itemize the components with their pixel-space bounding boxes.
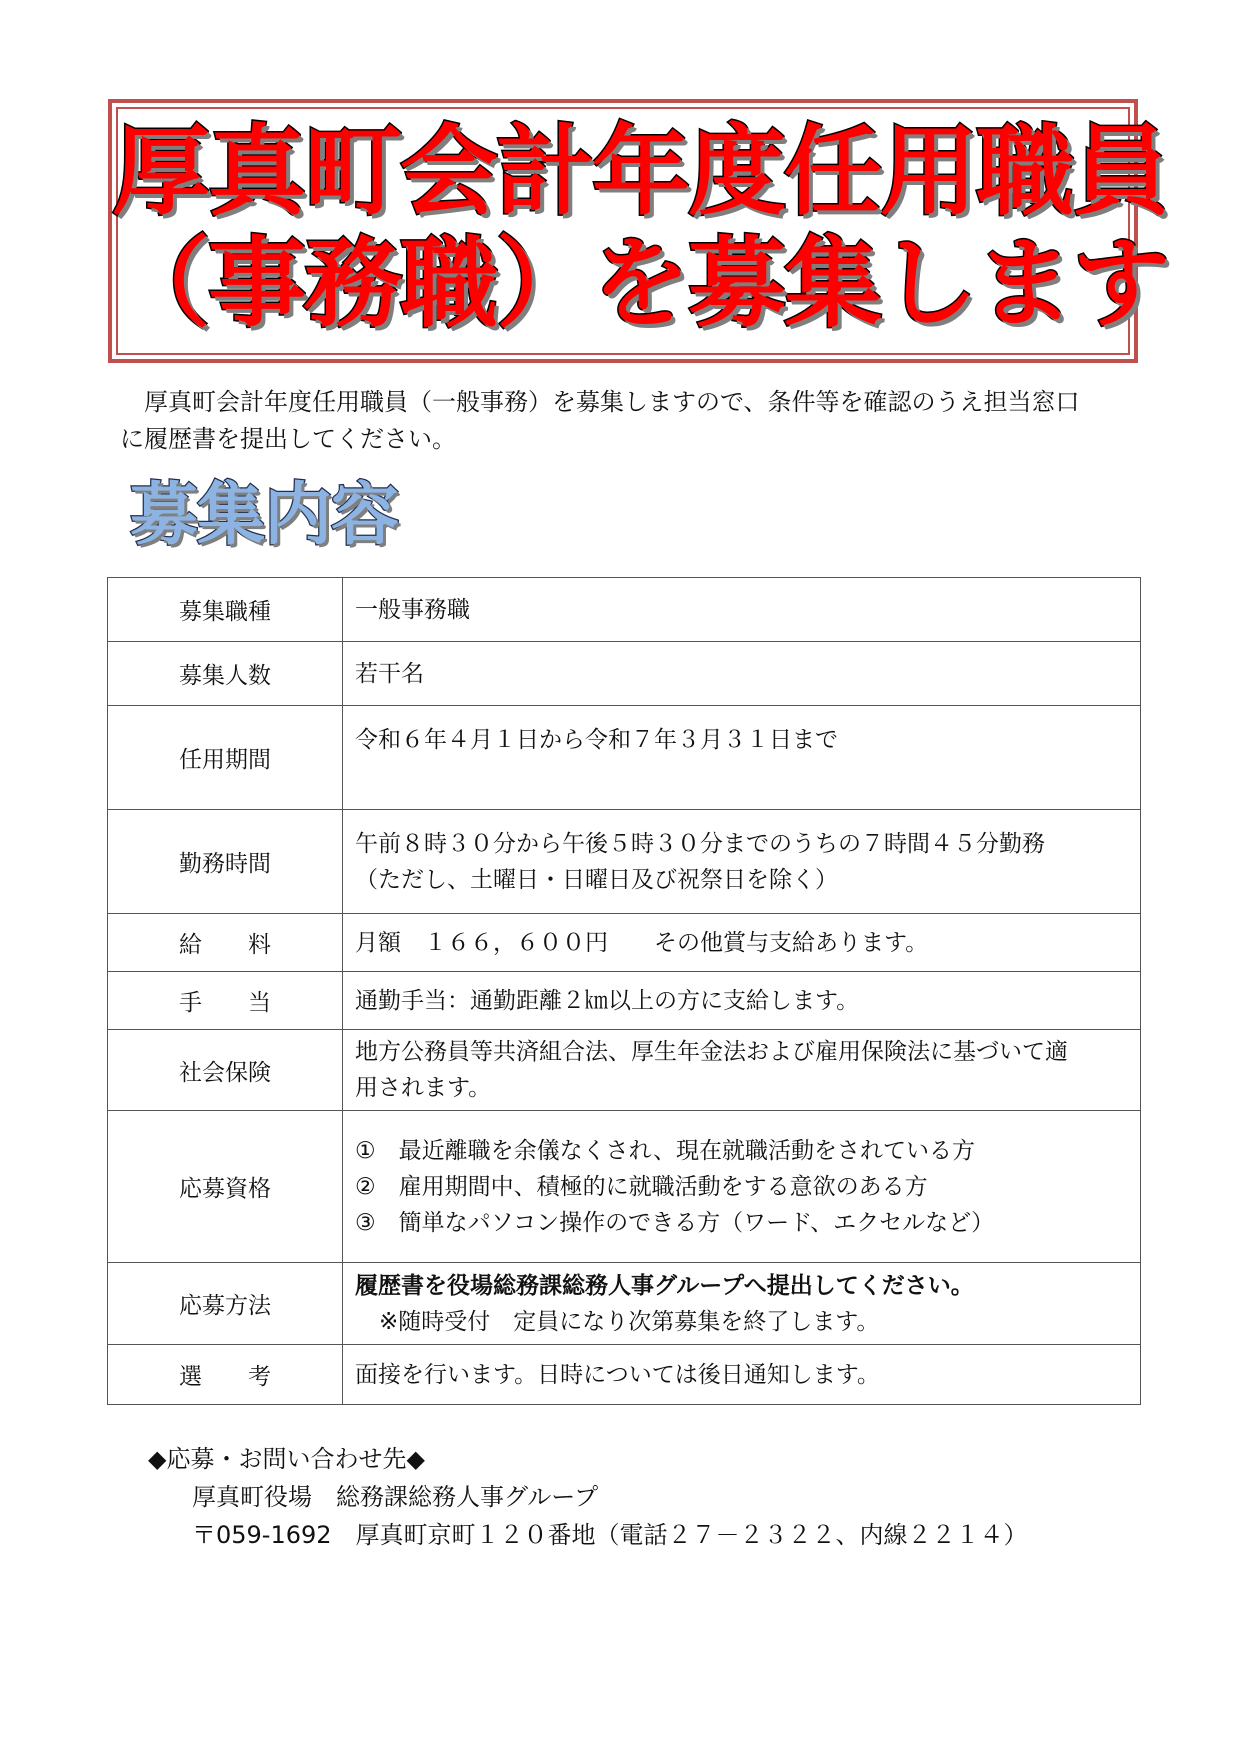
- row-label: 手 当: [108, 972, 343, 1030]
- row-value: [343, 1111, 1141, 1263]
- row-label: 募集職種: [108, 578, 343, 642]
- table-row: [108, 1263, 1141, 1345]
- row-label: 募集人数: [108, 642, 343, 706]
- row-label: 選 考: [108, 1345, 343, 1405]
- table-row: [108, 914, 1141, 972]
- row-value: [343, 972, 1141, 1030]
- intro-line-1: 厚真町会計年度任用職員（一般事務）を募集しますので、条件等を確認のうえ担当窓口: [144, 388, 1080, 416]
- table-row: [108, 1345, 1141, 1405]
- row-label: 社会保険: [108, 1030, 343, 1111]
- intro-line-2: に履歴書を提出してください。: [120, 425, 456, 453]
- table-row: [108, 1030, 1141, 1111]
- row-value: [343, 1345, 1141, 1405]
- title-line-2: （事務職）を募集します: [112, 227, 1169, 341]
- row-label: 応募方法: [108, 1263, 343, 1345]
- recruitment-table: [107, 577, 1141, 1405]
- row-label: 勤務時間: [108, 810, 343, 914]
- contact-office: 厚真町役場 総務課総務人事グループ: [192, 1483, 599, 1511]
- row-value: [343, 578, 1141, 642]
- value-line: 令和６年４月１日から令和７年３月３１日まで: [355, 727, 838, 753]
- table-row: [108, 972, 1141, 1030]
- value-line: 面接を行います。日時については後日通知します。: [355, 1361, 880, 1388]
- qualification-item: ① 最近離職を余儀なくされ、現在就職活動をされている方: [355, 1137, 975, 1164]
- title-line-1: 厚真町会計年度任用職員: [112, 115, 1169, 229]
- intro-paragraph: [120, 384, 1140, 458]
- row-value: [343, 642, 1141, 706]
- table-row: [108, 810, 1141, 914]
- value-line: 一般事務職: [355, 596, 470, 623]
- value-line: 月額 １６６，６００円 その他賞与支給あります。: [355, 929, 929, 956]
- value-line: 用されます。: [355, 1075, 492, 1101]
- table-row: [108, 578, 1141, 642]
- value-line: 午前８時３０分から午後５時３０分までのうちの７時間４５分勤務: [355, 830, 1045, 857]
- title-banner: [108, 99, 1169, 363]
- value-line: ※随時受付 定員になり次第募集を終了します。: [379, 1308, 880, 1335]
- table-row: [108, 706, 1141, 810]
- value-line: 地方公務員等共済組合法、厚生年金法および雇用保険法に基づいて適: [355, 1039, 1068, 1065]
- row-label: 任用期間: [108, 706, 343, 810]
- row-value: [343, 1030, 1141, 1111]
- row-value: [343, 706, 1141, 810]
- contact-address: 〒059-1692 厚真町京町１２０番地（電話２７－２３２２、内線２２１４）: [192, 1521, 1028, 1549]
- section-heading: 募集内容: [130, 476, 399, 555]
- contact-block: [148, 1440, 1028, 1554]
- contact-heading: ◆応募・お問い合わせ先◆: [148, 1445, 425, 1473]
- value-line: （ただし、土曜日・日曜日及び祝祭日を除く）: [355, 866, 838, 893]
- row-label: 応募資格: [108, 1111, 343, 1263]
- row-value: [343, 810, 1141, 914]
- row-value: [343, 1263, 1141, 1345]
- value-line: 履歴書を役場総務課総務人事グループへ提出してください。: [355, 1272, 974, 1299]
- value-line: 通勤手当：通勤距離２㎞以上の方に支給します。: [355, 987, 860, 1014]
- row-label: 給 料: [108, 914, 343, 972]
- table-row: [108, 1111, 1141, 1263]
- value-line: 若干名: [355, 660, 424, 687]
- table-row: [108, 642, 1141, 706]
- qualification-item: ③ 簡単なパソコン操作のできる方（ワード、エクセルなど）: [355, 1209, 995, 1236]
- qualification-item: ② 雇用期間中、積極的に就職活動をする意欲のある方: [355, 1173, 928, 1200]
- row-value: [343, 914, 1141, 972]
